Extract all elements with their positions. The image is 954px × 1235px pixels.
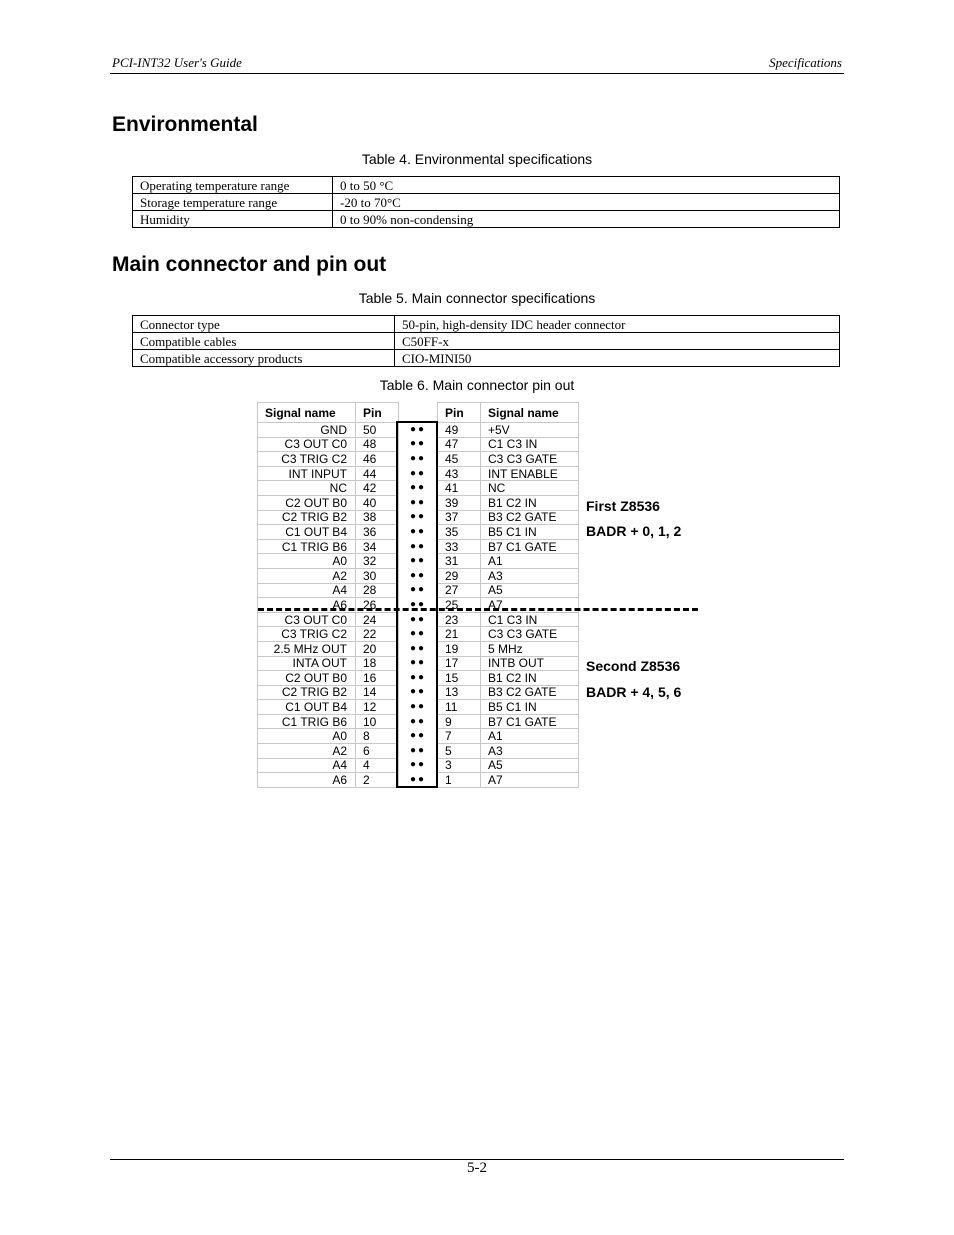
right-pin-number: 5 <box>438 744 481 759</box>
left-pin-number: 4 <box>356 758 399 773</box>
right-pin-number: 45 <box>438 452 481 467</box>
table-row <box>133 333 840 350</box>
pinout-header-row <box>258 403 579 423</box>
left-signal-name: C2 TRIG B2 <box>258 685 356 700</box>
environmental-heading: Environmental <box>112 113 258 136</box>
pin-dots: ●● <box>409 715 427 727</box>
spec-value: CIO-MINI50 <box>395 350 840 367</box>
spec-label: Humidity <box>133 211 333 228</box>
right-pin-number: 37 <box>438 510 481 525</box>
spec-label: Connector type <box>133 316 395 333</box>
pin-dots: ●● <box>409 569 427 581</box>
left-pin-number: 48 <box>356 437 399 452</box>
right-signal-name: B1 C2 IN <box>481 495 579 510</box>
left-signal-name: C2 OUT B0 <box>258 495 356 510</box>
left-signal-name: 2.5 MHz OUT <box>258 641 356 656</box>
left-pin-number: 30 <box>356 568 399 583</box>
right-signal-name: B7 C1 GATE <box>481 539 579 554</box>
left-pin-header: Pin <box>356 403 399 423</box>
right-signal-name: A3 <box>481 568 579 583</box>
right-signal-name: C1 C3 IN <box>481 437 579 452</box>
right-signal-name: 5 MHz <box>481 641 579 656</box>
left-pin-number: 16 <box>356 671 399 686</box>
left-signal-name: A6 <box>258 598 356 613</box>
pin-dots: ●● <box>409 686 427 698</box>
main-connector-heading: Main connector and pin out <box>112 253 387 276</box>
left-signal-name: A2 <box>258 568 356 583</box>
left-signal-name: C3 TRIG C2 <box>258 627 356 642</box>
page-number: 5-2 <box>467 1160 487 1176</box>
right-pin-number: 3 <box>438 758 481 773</box>
right-signal-name: A7 <box>481 773 579 788</box>
right-signal-name: B5 C1 IN <box>481 525 579 540</box>
right-pin-number: 23 <box>438 612 481 627</box>
chip-divider-line <box>258 608 698 611</box>
right-signal-name: A5 <box>481 583 579 598</box>
left-pin-number: 18 <box>356 656 399 671</box>
pin-dots: ●● <box>409 774 427 786</box>
right-pin-number: 41 <box>438 481 481 496</box>
right-signal-name: C1 C3 IN <box>481 612 579 627</box>
header-rule <box>110 73 844 74</box>
first-chip-label: First Z8536 <box>586 498 660 514</box>
spec-label: Storage temperature range <box>133 194 333 211</box>
right-pin-number: 19 <box>438 641 481 656</box>
left-pin-number: 42 <box>356 481 399 496</box>
right-signal-name: A1 <box>481 729 579 744</box>
right-pin-number: 31 <box>438 554 481 569</box>
pin-dots: ●● <box>409 555 427 567</box>
left-pin-number: 2 <box>356 773 399 788</box>
right-signal-name: NC <box>481 481 579 496</box>
left-signal-name: C3 OUT C0 <box>258 612 356 627</box>
right-pin-number: 7 <box>438 729 481 744</box>
pin-dots: ●● <box>409 744 427 756</box>
pin-dots: ●● <box>409 657 427 669</box>
right-pin-header: Pin <box>438 403 481 423</box>
pin-dots: ●● <box>409 423 427 435</box>
spec-value: 0 to 50 °C <box>333 177 840 194</box>
right-pin-number: 15 <box>438 671 481 686</box>
pin-dots: ●● <box>409 628 427 640</box>
running-header-section: Specifications <box>769 55 842 70</box>
right-signal-name: A3 <box>481 744 579 759</box>
connector-gap <box>399 403 438 423</box>
right-pin-number: 21 <box>438 627 481 642</box>
table6-caption: Table 6. Main connector pin out <box>379 377 575 393</box>
right-signal-name: C3 C3 GATE <box>481 627 579 642</box>
left-pin-number: 24 <box>356 612 399 627</box>
right-signal-name: B3 C2 GATE <box>481 685 579 700</box>
left-pin-number: 44 <box>356 466 399 481</box>
right-pin-number: 11 <box>438 700 481 715</box>
pin-dots: ●● <box>409 701 427 713</box>
table5-caption: Table 5. Main connector specifications <box>358 290 596 306</box>
left-pin-number: 8 <box>356 729 399 744</box>
left-signal-name: A4 <box>258 758 356 773</box>
left-signal-name: C1 TRIG B6 <box>258 539 356 554</box>
right-signal-name: B3 C2 GATE <box>481 510 579 525</box>
left-pin-number: 32 <box>356 554 399 569</box>
running-header-title: PCI-INT32 User's Guide <box>112 55 242 70</box>
left-signal-name: C3 OUT C0 <box>258 437 356 452</box>
right-pin-number: 35 <box>438 525 481 540</box>
right-pin-number: 13 <box>438 685 481 700</box>
spec-label: Compatible accessory products <box>133 350 395 367</box>
right-pin-number: 29 <box>438 568 481 583</box>
left-signal-name: C1 OUT B4 <box>258 700 356 715</box>
pin-dots: ●● <box>409 438 427 450</box>
pin-dots: ●● <box>409 482 427 494</box>
table-row <box>133 316 840 333</box>
pin-dots: ●● <box>409 759 427 771</box>
pin-dots: ●● <box>409 598 427 610</box>
environmental-spec-table <box>132 176 840 228</box>
main-connector-spec-table <box>132 315 840 367</box>
left-signal-name: C1 TRIG B6 <box>258 714 356 729</box>
right-signal-name: INTB OUT <box>481 656 579 671</box>
pin-dots: ●● <box>409 467 427 479</box>
left-pin-number: 14 <box>356 685 399 700</box>
left-pin-number: 46 <box>356 452 399 467</box>
left-signal-name: C2 TRIG B2 <box>258 510 356 525</box>
pin-dots: ●● <box>409 452 427 464</box>
right-signal-name: A7 <box>481 598 579 613</box>
left-pin-number: 40 <box>356 495 399 510</box>
left-pin-number: 22 <box>356 627 399 642</box>
spec-label: Operating temperature range <box>133 177 333 194</box>
left-signal-name: C3 TRIG C2 <box>258 452 356 467</box>
right-pin-number: 33 <box>438 539 481 554</box>
left-pin-number: 10 <box>356 714 399 729</box>
connector-outline <box>396 421 438 788</box>
right-signal-name: A1 <box>481 554 579 569</box>
table-row <box>133 194 840 211</box>
left-signal-name: C2 OUT B0 <box>258 671 356 686</box>
pin-dots: ●● <box>409 613 427 625</box>
left-signal-name: C1 OUT B4 <box>258 525 356 540</box>
left-signal-name: INT INPUT <box>258 466 356 481</box>
right-pin-number: 1 <box>438 773 481 788</box>
right-signal-name: B7 C1 GATE <box>481 714 579 729</box>
pin-dots: ●● <box>409 730 427 742</box>
left-pin-number: 26 <box>356 598 399 613</box>
spec-value: -20 to 70°C <box>333 194 840 211</box>
left-pin-number: 28 <box>356 583 399 598</box>
spec-value: 0 to 90% non-condensing <box>333 211 840 228</box>
right-signal-name: C3 C3 GATE <box>481 452 579 467</box>
right-signal-header: Signal name <box>481 403 579 423</box>
spec-value: 50-pin, high-density IDC header connector <box>395 316 840 333</box>
right-pin-number: 39 <box>438 495 481 510</box>
pin-dots: ●● <box>409 642 427 654</box>
right-pin-number: 49 <box>438 423 481 438</box>
right-pin-number: 9 <box>438 714 481 729</box>
table-row <box>133 177 840 194</box>
table-row <box>133 211 840 228</box>
pin-dots: ●● <box>409 511 427 523</box>
left-pin-number: 12 <box>356 700 399 715</box>
second-chip-badr: BADR + 4, 5, 6 <box>586 684 682 700</box>
left-pin-number: 38 <box>356 510 399 525</box>
pin-dots: ●● <box>409 671 427 683</box>
left-signal-name: INTA OUT <box>258 656 356 671</box>
left-signal-name: GND <box>258 423 356 438</box>
spec-value: C50FF-x <box>395 333 840 350</box>
right-pin-number: 25 <box>438 598 481 613</box>
left-pin-number: 6 <box>356 744 399 759</box>
table-row <box>133 350 840 367</box>
left-signal-name: A0 <box>258 554 356 569</box>
left-pin-number: 34 <box>356 539 399 554</box>
left-signal-name: A6 <box>258 773 356 788</box>
left-pin-number: 36 <box>356 525 399 540</box>
right-pin-number: 47 <box>438 437 481 452</box>
second-chip-label: Second Z8536 <box>586 658 681 674</box>
left-signal-name: NC <box>258 481 356 496</box>
left-pin-number: 50 <box>356 423 399 438</box>
pin-dots: ●● <box>409 496 427 508</box>
right-signal-name: B5 C1 IN <box>481 700 579 715</box>
left-pin-number: 20 <box>356 641 399 656</box>
left-signal-name: A4 <box>258 583 356 598</box>
left-signal-name: A2 <box>258 744 356 759</box>
pin-dots: ●● <box>409 540 427 552</box>
right-signal-name: B1 C2 IN <box>481 671 579 686</box>
first-chip-badr: BADR + 0, 1, 2 <box>586 523 682 539</box>
pin-dots: ●● <box>409 584 427 596</box>
table4-caption: Table 4. Environmental specifications <box>361 151 593 167</box>
right-signal-name: +5V <box>481 423 579 438</box>
spec-label: Compatible cables <box>133 333 395 350</box>
left-signal-header: Signal name <box>258 403 356 423</box>
pin-dots: ●● <box>409 525 427 537</box>
right-signal-name: A5 <box>481 758 579 773</box>
right-signal-name: INT ENABLE <box>481 466 579 481</box>
left-signal-name: A0 <box>258 729 356 744</box>
right-pin-number: 43 <box>438 466 481 481</box>
right-pin-number: 27 <box>438 583 481 598</box>
right-pin-number: 17 <box>438 656 481 671</box>
